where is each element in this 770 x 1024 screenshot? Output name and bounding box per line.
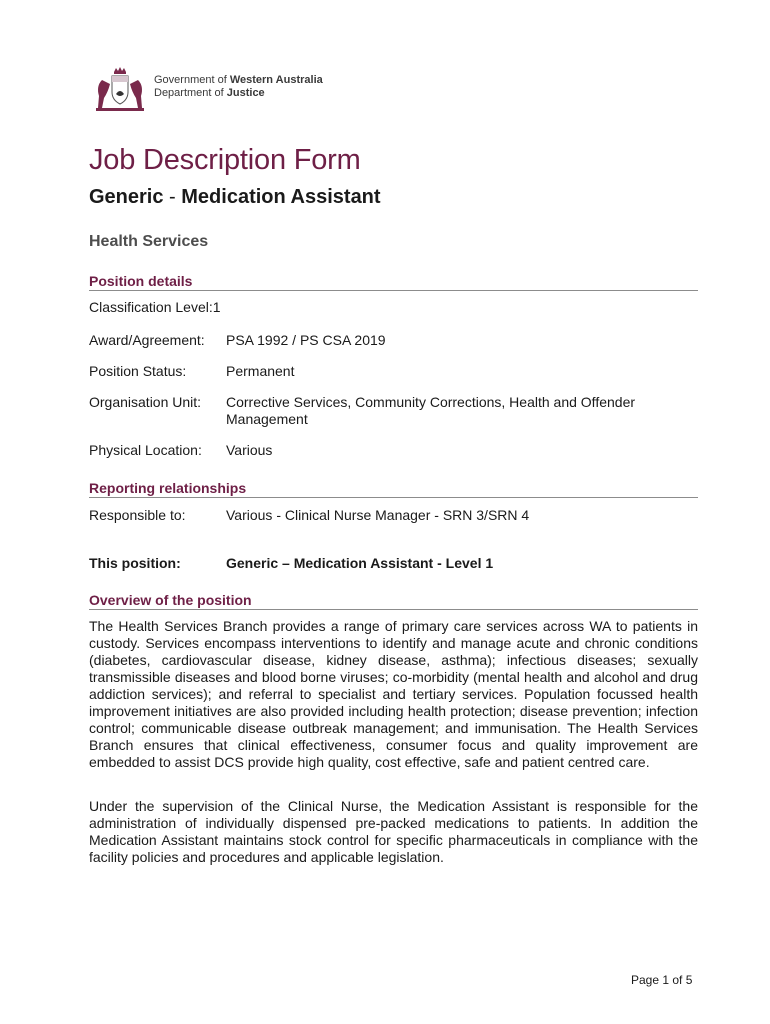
this-position-label: This position:: [89, 555, 181, 571]
branch-heading: Health Services: [89, 233, 209, 250]
org-line1-bold: Western Australia: [229, 74, 323, 86]
responsible-to-value: Various - Clinical Nurse Manager - SRN 3/SRN 4: [226, 507, 530, 523]
wa-coat-of-arms-icon: [90, 66, 150, 114]
subtitle-separator: -: [163, 186, 182, 208]
org-line2-prefix: Department of: [154, 87, 227, 99]
award-row: [89, 332, 698, 349]
reporting-heading: Reporting relationships: [89, 480, 698, 498]
status-label: Position Status:: [89, 363, 187, 379]
this-position-row: [89, 555, 698, 572]
location-value: Various: [226, 442, 273, 458]
document-title: Job Description Form: [89, 144, 361, 176]
classification-row: [89, 299, 698, 316]
subtitle-part1: Generic: [89, 186, 164, 208]
organisation-unit-row: [89, 394, 698, 428]
subtitle-part2: Medication Assistant: [181, 186, 381, 208]
page-number: Page 1 of 5: [631, 973, 693, 987]
award-value: PSA 1992 / PS CSA 2019: [226, 332, 386, 348]
overview-paragraph-2: Under the supervision of the Clinical Nurse, the Medication Assistant is responsible for the administration of individually dispensed pre-packed medications to patients. In addition the Medication Assistant maintains stock control for specific pharmaceuticals in compliance with the facility policies and procedures and applicable legislation.: [89, 798, 698, 865]
header: [90, 66, 323, 114]
award-label: Award/Agreement:: [89, 332, 205, 348]
classification-label: Classification Level:: [89, 299, 213, 315]
status-row: [89, 363, 698, 380]
overview-paragraph-1: The Health Services Branch provides a range of primary care services across WA to patients in custody. Services encompass interventions to identify and manage acute and chronic conditions (diabetes, cardiovascular disease, kidney disease, asthma); infectious diseases; sexually transmissible diseases and blood borne viruses; co-morbidity (mental health and alcohol and drug addiction services); and referral to specialist and tertiary services. Population focussed health improvement initiatives are also provided including health protection; disease prevention; infection control; communicable disease outbreak management; and immunisation. The Health Services Branch ensures that clinical effectiveness, consumer focus and quality improvement are embedded to assist DCS provide high quality, cost effective, safe and patient centred care.: [89, 618, 698, 770]
organisation-unit-label: Organisation Unit:: [89, 394, 202, 410]
this-position-value: Generic – Medication Assistant - Level 1: [226, 555, 494, 571]
responsible-to-label: Responsible to:: [89, 507, 186, 523]
position-details-heading: Position details: [89, 273, 698, 291]
overview-heading: Overview of the position: [89, 592, 698, 610]
location-row: [89, 442, 698, 459]
classification-value: 1: [212, 299, 221, 315]
document-subtitle: [89, 186, 381, 209]
organisation-name: [154, 74, 323, 100]
organisation-unit-value: Corrective Services, Community Corrections, Health and Offender Management: [226, 394, 636, 427]
location-label: Physical Location:: [89, 442, 202, 458]
org-line2-bold: Justice: [226, 87, 265, 99]
status-value: Permanent: [226, 363, 295, 379]
org-line1-prefix: Government of: [154, 74, 230, 86]
responsible-to-row: [89, 507, 698, 524]
